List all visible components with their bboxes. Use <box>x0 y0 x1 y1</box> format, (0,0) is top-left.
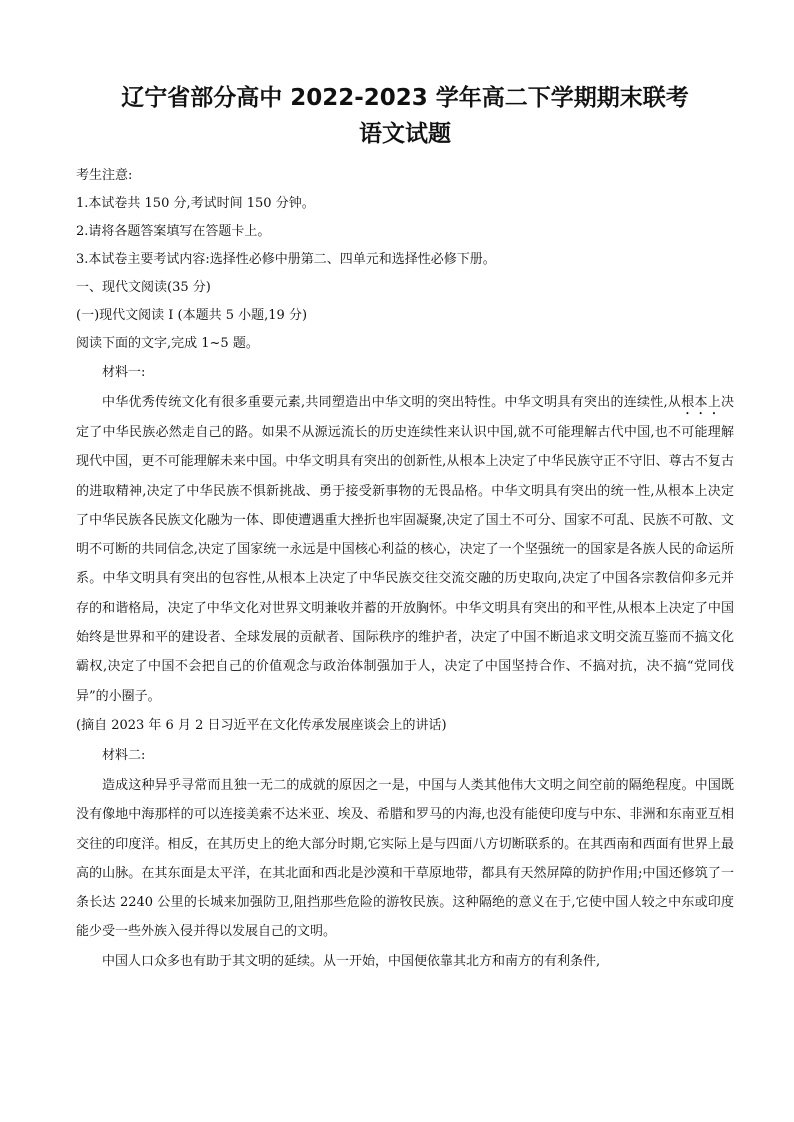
notice-block <box>76 162 734 274</box>
notice-label: 考生注意: <box>76 168 133 183</box>
material-2-paragraph: 造成这种异乎寻常而且独一无二的成就的原因之一是，中国与人类其他伟大文明之间空前的隔绝程度。中国既没有像地中海那样的可以连接美索不达米亚、埃及、希腊和罗马的内海,也没有能使印度与中东、非洲和东南亚互相交往的印度洋。相反，在其历史上的绝大部分时期,它实际上是与四面八方切断联系的。在其西南和西面有世界上最高的山脉。在其东面是太平洋，在其北面和西北是沙漠和干草原地带，都具有天然屏障的防护作用;中国还修筑了一条长达 2240 公里的长城来加强防卫,阻挡那些危险的游牧民族。这种隔绝的意义在于,它使中国人较之中东或印度能少受一些外族入侵并得以发展自己的文明。 <box>76 777 734 940</box>
page-subtitle: 语文试题 <box>359 121 451 147</box>
material-1-emphasis: 根本上 <box>681 395 721 410</box>
section-instruction: 阅读下面的文字,完成 1~5 题。 <box>76 336 259 351</box>
material-1-text-after: 决定了中华民族必然走自己的路。如果不从源远流长的历史连续性来认识中国,就不可能理解古代中国,也不可能理解现代中国，更不可能理解未来中国。中华文明具有突出的创新性,从根本上决定了中华民族守正不守旧、尊古不复古的进取精神,决定了中华民族不惧新挑战、勇于接受新事物的无畏品格。中华文明具有突出的统一性,从根本上决定了中华民族各民族文化融为一体、即使遭遇重大挫折也牢固凝聚,决定了国土不可分、国家不可乱、民族不可散、文明不可断的共同信念,决定了国家统一永远是中国核心利益的核心，决定了一个坚强统一的国家是各族人民的命运所系。中华文明具有突出的包容性,从根本上决定了中华民族交往交流交融的历史取向,决定了中国各宗教信仰多元并存的和谐格局，决定了中华文化对世界文明兼收并蓄的开放胸怀。中华文明具有突出的和平性,从根本上决定了中国始终是世界和平的建设者、全球发展的贡献者、国际秩序的维护者，决定了中国不断追求文明交流互鉴而不搞文化霸权,决定了中国不会把自己的价值观念与政治体制强加于人，决定了中国坚持合作、不搞对抗，决不搞“党同伐异”的小圈子。 <box>76 395 734 704</box>
page-title: 辽宁省部分高中 2022-2023 学年高二下学期期末联考 <box>121 85 689 111</box>
section-heading: 一、现代文阅读(35 分) <box>76 280 211 295</box>
material-1-label: 材料一: <box>102 365 146 380</box>
material-1 <box>76 358 734 741</box>
notice-item: 2.请将各题答案填写在答题卡上。 <box>76 224 271 239</box>
material-1-source: (摘自 2023 年 6 月 2 日习近平在文化传承发展座谈会上的讲话) <box>76 717 447 733</box>
material-2 <box>76 741 734 976</box>
material-1-text-before: 中华优秀传统文化有很多重要元素,共同塑造出中华文明的突出特性。中华文明具有突出的连续性,从 <box>102 395 682 410</box>
section-subheading: (一)现代文阅读 I (本题共 5 小题,19 分) <box>76 308 308 323</box>
material-2-label: 材料二: <box>102 747 146 763</box>
notice-item: 1.本试卷共 150 分,考试时间 150 分钟。 <box>76 196 315 211</box>
material-2-paragraph: 中国人口众多也有助于其文明的延续。从一开始，中国便依靠其北方和南方的有利条件, <box>102 953 601 969</box>
material-1-paragraph <box>76 388 734 711</box>
notice-item: 3.本试卷主要考试内容:选择性必修中册第二、四单元和选择性必修下册。 <box>76 252 496 267</box>
